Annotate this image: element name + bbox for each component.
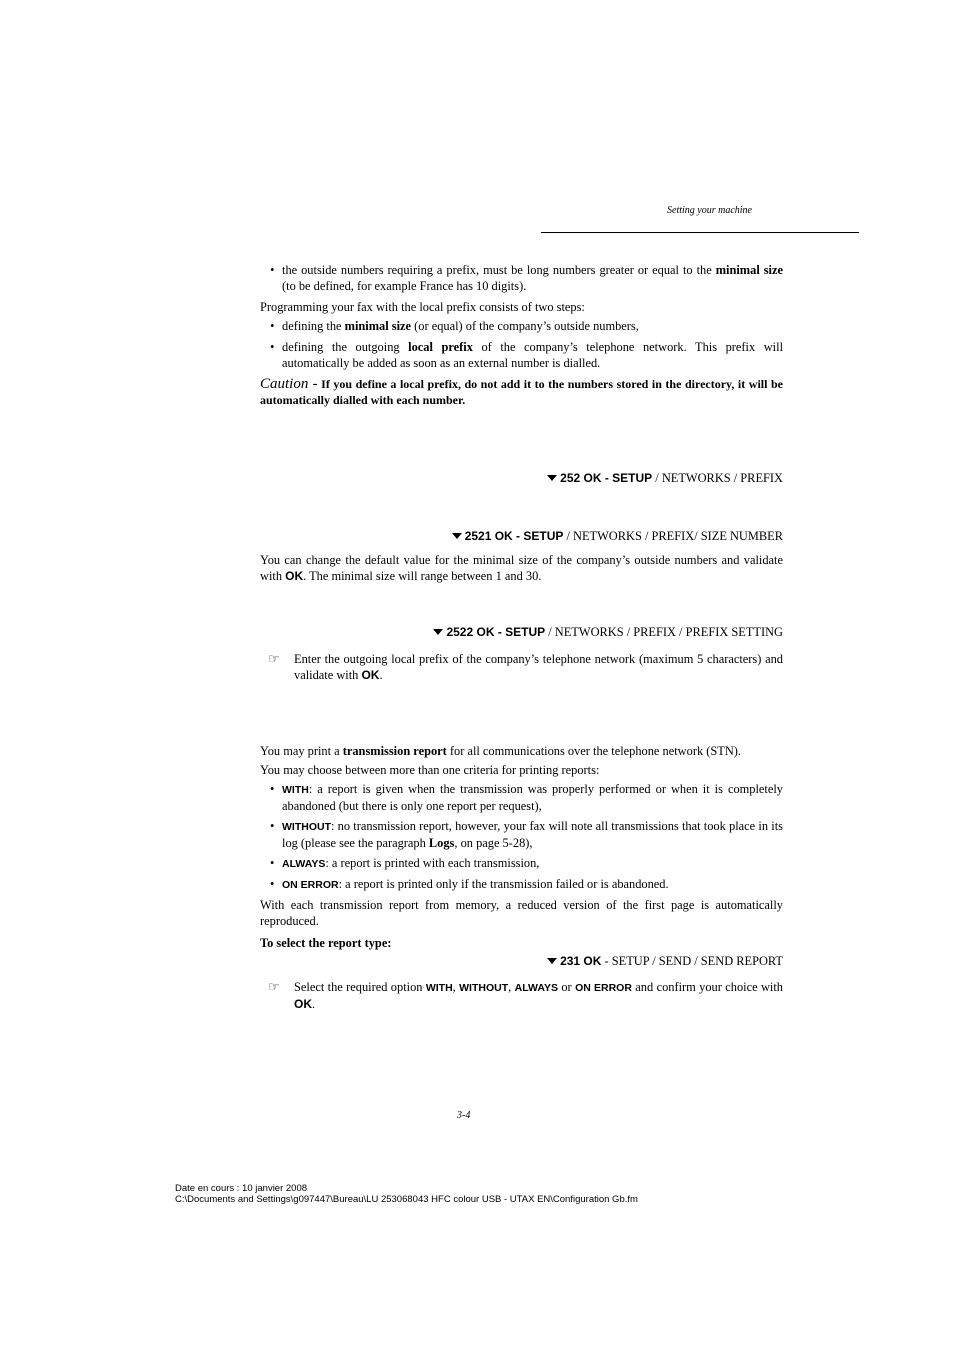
logs-reference: Logs [428, 836, 455, 850]
report-option-with [270, 781, 783, 814]
header-rule [541, 232, 859, 233]
step-bullet [270, 339, 783, 371]
criteria-paragraph: You may choose between more than one criteria for printing reports: [260, 763, 600, 777]
bullet-dot: • [270, 856, 275, 870]
option-text: : a report is printed with each transmission, [325, 856, 540, 870]
arrow-down-icon [547, 475, 557, 481]
header-title: Setting your machine [667, 205, 752, 216]
menu-command: 2522 OK - SETUP [446, 625, 546, 639]
size-text: You can change the default value for the minimal size of the company’s outside numbers and validate with [260, 553, 783, 583]
size-text-end: . The minimal size will range between 1 and 30. [303, 569, 542, 583]
menu-command: 2521 OK - SETUP [464, 529, 564, 543]
option-keyword: ON ERROR [282, 879, 339, 891]
memory-paragraph: With each transmission report from memory, a reduced version of the first page is automatically reproduced. [260, 898, 783, 928]
step-text: defining the [282, 319, 345, 333]
step-text-end: (or equal) of the company’s outside numbers, [411, 319, 639, 333]
option-on-error: ON ERROR [575, 982, 632, 994]
bullet-dot: • [270, 319, 275, 333]
menu-path-2521 [260, 528, 783, 544]
caution-label: Caution - [260, 376, 318, 392]
menu-command: 252 OK - SETUP [560, 471, 653, 485]
footer-date: Date en cours : 10 janvier 2008 [175, 1183, 308, 1194]
option-always: ALWAYS [514, 982, 558, 994]
prefix-step [268, 651, 783, 683]
report-intro-end: for all communications over the telephone network (STN). [446, 744, 741, 758]
select-text: and confirm your choice with [631, 980, 783, 994]
select-sep: , [508, 980, 515, 994]
step-bold: local prefix [408, 340, 473, 354]
report-option-on-error [270, 876, 783, 893]
option-text: : no transmission report, however, your fax will note all transmissions that took place in its log (please see the paragraph [282, 819, 783, 850]
option-text: : a report is printed only if the transmission failed or is abandoned. [338, 877, 669, 891]
report-option-without [270, 818, 783, 851]
intro-bold: minimal size [715, 263, 784, 277]
step-text: defining the outgoing [282, 340, 409, 354]
menu-path: - SETUP / SEND / SEND REPORT [601, 954, 783, 968]
option-text: : a report is given when the transmission was properly performed or when it is completely abandoned (but there is only one report per request), [282, 782, 783, 813]
ok-key: OK [361, 668, 380, 682]
step-text-end: of the company’s telephone network. This prefix will automatically be added as soon as an external number is dialled. [282, 340, 784, 370]
option-keyword: WITHOUT [282, 821, 331, 833]
pointing-hand-icon: ☞ [268, 979, 280, 994]
running-header [540, 205, 858, 216]
select-heading: To select the report type: [260, 936, 392, 950]
report-option-always [270, 855, 783, 872]
ok-key: OK [294, 997, 312, 1011]
intro-bullet [270, 262, 783, 294]
footer-path: C:\Documents and Settings\g097447\Bureau\LU 253068043 HFC colour USB - UTAX EN\Configuration Gb.fm [175, 1194, 638, 1205]
menu-path: / NETWORKS / PREFIX [652, 471, 783, 485]
report-intro [260, 743, 783, 759]
select-end: . [312, 997, 316, 1011]
menu-path-231 [260, 953, 783, 969]
select-sep: , [452, 980, 460, 994]
bullet-dot: • [270, 263, 275, 277]
arrow-down-icon [433, 629, 443, 635]
pointing-hand-icon: ☞ [268, 651, 280, 666]
select-text: Select the required option [294, 980, 426, 994]
select-step [268, 979, 783, 1012]
size-paragraph [260, 552, 783, 584]
bullet-dot: • [270, 877, 275, 891]
arrow-down-icon [452, 533, 462, 539]
bullet-dot: • [270, 340, 275, 354]
caution-text: If you define a local prefix, do not add it to the numbers stored in the directory, it will be automatically dialled with each number. [260, 377, 783, 407]
step-bold: minimal size [344, 319, 412, 333]
bullet-dot: • [270, 819, 275, 833]
step-bullet [270, 318, 783, 334]
menu-path: / NETWORKS / PREFIX/ SIZE NUMBER [563, 529, 783, 543]
menu-command: 231 OK [560, 954, 602, 968]
report-intro-text: You may print a [260, 744, 343, 758]
option-keyword: ALWAYS [282, 858, 326, 870]
intro-text: the outside numbers requiring a prefix, must be long numbers greater or equal to the [282, 263, 716, 277]
page-number: 3-4 [457, 1110, 471, 1121]
arrow-down-icon [547, 958, 557, 964]
ok-key: OK [285, 569, 304, 583]
menu-path-252 [260, 470, 783, 486]
prefix-step-text: Enter the outgoing local prefix of the company’s telephone network (maximum 5 characters) and validate with [294, 652, 783, 682]
bullet-dot: • [270, 782, 275, 796]
menu-path: / NETWORKS / PREFIX / PREFIX SETTING [545, 625, 783, 639]
programming-paragraph: Programming your fax with the local prefix consists of two steps: [260, 300, 585, 314]
option-with: WITH [425, 982, 453, 994]
caution-note [260, 376, 783, 408]
select-sep: or [557, 980, 576, 994]
prefix-step-end: . [379, 668, 383, 682]
report-intro-bold: transmission report [342, 744, 447, 758]
menu-path-2522 [260, 624, 783, 640]
option-keyword: WITH [282, 784, 309, 796]
option-without: WITHOUT [459, 982, 509, 994]
intro-text-end: (to be defined, for example France has 10 digits). [282, 279, 527, 293]
option-text-end: , on page 5-28), [454, 836, 533, 850]
